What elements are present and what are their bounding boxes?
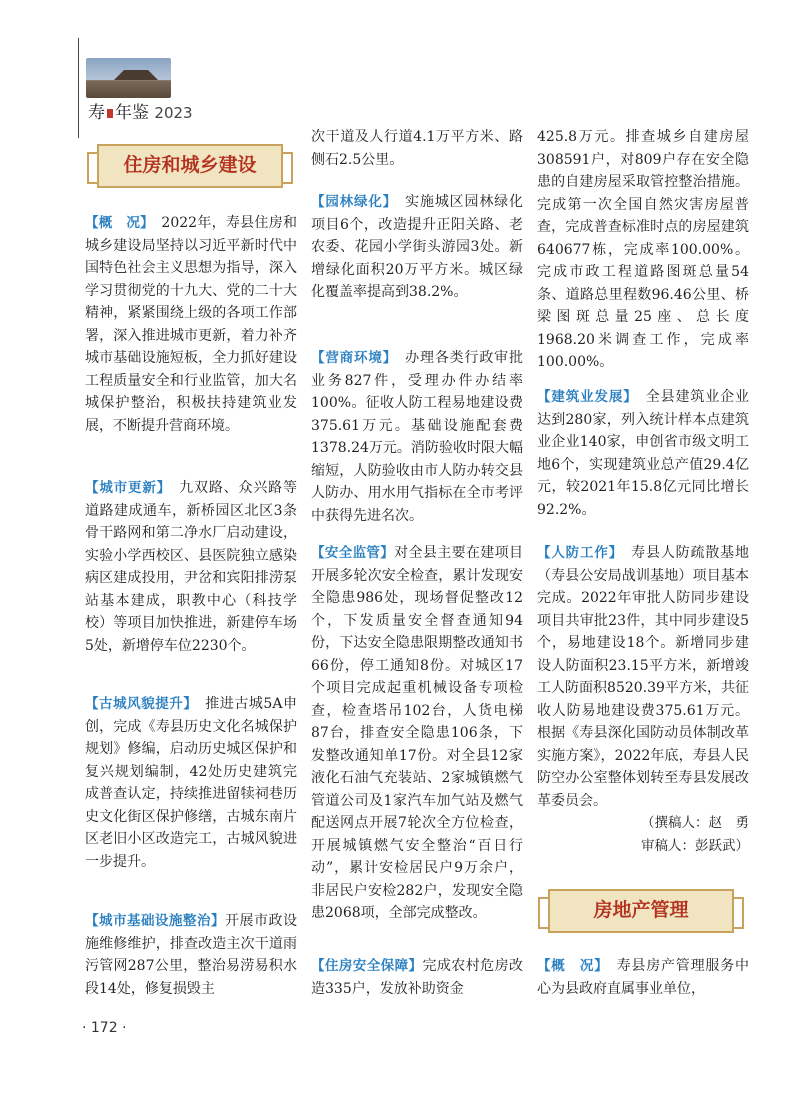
paragraph-construction — [537, 386, 749, 521]
heading-tag: 【建筑业发展】 — [537, 389, 631, 405]
title-char: 寿 — [88, 103, 105, 123]
heading-tag: 【住房安全保障】 — [311, 958, 423, 974]
page-number: · 172 · — [82, 1020, 127, 1036]
paragraph-text: 对全县主要在建项目开展多轮次安全检查，累计发现安全隐患986处，现场督促整改12个，下发质量安全督查通知94份，下达安全隐患限期整改通知书66份，停工通知8份。对城区17个项目完成起重机械设备专项检查，检查塔吊102台，人货电梯87台，排查安全隐患106条，下发整改通知单17份。对全县12家液化石油气充装站、2家城镇燃气管道公司及1家汽车加气站及燃气配送网点开展7轮次全方位检查，开展城镇燃气安全整治“百日行动”，累计安检居民户9万余户，非居民户安检282户，发现安全隐患2068项，全部完成整改。 — [311, 545, 524, 921]
paragraph-continued — [311, 126, 523, 171]
heading-tag: 【城市更新】 — [85, 480, 165, 496]
reviewer-line: 审稿人：彭跃武） — [641, 837, 749, 854]
paragraph-continued — [537, 126, 749, 374]
section-banner-housing: 住房和城乡建设 — [97, 144, 283, 188]
heading-tag: 【概 况】 — [85, 215, 148, 231]
column-1-block-4 — [85, 910, 297, 1000]
column-3-block-3 — [537, 542, 749, 857]
paragraph-infrastructure — [85, 910, 297, 1000]
seal-icon — [107, 109, 113, 118]
column-1 — [85, 212, 297, 437]
heading-tag: 【营商环境】 — [311, 350, 391, 366]
paragraph-text: 425.8万元。排查城乡自建房屋308591户，对809户存在安全隐患的自建房屋采取管控整治措施。完成第一次全国自然灾害房屋普查，完成普查标准时点的房屋建筑640677栋，完成率100.00%。完成市政工程道路图斑总量54条、道路总里程数96.46公里、桥梁图斑总量25座、总长度1968.20米调查工作，完成率100.00%。 — [537, 129, 749, 370]
paragraph-text: 实施城区园林绿化项目6个，改造提升正阳关路、老农委、花园小学街头游园3处。新增绿化面积20万平方米。城区绿化覆盖率提高到38.2%。 — [311, 194, 524, 300]
column-2-block-3 — [311, 347, 523, 527]
paragraph-civil-defense — [537, 542, 749, 812]
heading-tag: 【人防工作】 — [537, 545, 617, 561]
author-credit — [537, 812, 749, 835]
column-3-block-2 — [537, 386, 749, 521]
section-banner-realestate: 房地产管理 — [548, 889, 734, 933]
paragraph-text: 次干道及人行道4.1万平方米、路侧石2.5公里。 — [311, 129, 523, 168]
author-line: （撰稿人：赵 勇 — [641, 815, 749, 831]
column-3 — [537, 126, 749, 374]
paragraph-text: 全县建筑业企业达到280家，列入统计样本点建筑业企业140家，申创省市级文明工地6个，实现建筑业总产值29.4亿元，较2021年15.8亿元同比增长92.2%。 — [537, 389, 749, 518]
paragraph-text: 寿县人防疏散基地（寿县公安局战训基地）项目基本完成。2022年审批人防同步建设项目共审批23件，其中同步建设5个，易地建设18个。新增同步建设人防面积23.15平方米，新增竣工人防面积8520.39平方米，共征收人防易地建设费375.61万元。根据《寿县深化国防动员体制改革实施方案》，2022年底，寿县人民防空办公室整体划转至寿县发展改革委员会。 — [537, 545, 750, 809]
column-2-block-2 — [311, 191, 523, 304]
reviewer-credit — [537, 835, 749, 858]
heading-tag: 【园林绿化】 — [311, 194, 391, 210]
column-2-block-5 — [311, 955, 523, 1000]
header-rule — [78, 38, 79, 138]
paragraph-text: 九双路、众兴路等道路建成通车，新桥园区北区3条骨干路网和第二净水厂启动建设，实验小学西校区、县医院独立感染病区建成投用，尹岔和宾阳排涝泵站基本建成，职教中心（科技学校）等项目加快推进，新建停车场5处，新增停车位2230个。 — [85, 480, 298, 654]
header-city-gate-image — [86, 58, 171, 98]
paragraph-safety — [311, 542, 523, 925]
yearbook-title — [88, 98, 193, 123]
title-word: 年鉴 — [115, 103, 149, 123]
column-3-block-4 — [537, 955, 749, 1000]
running-header — [78, 58, 193, 123]
paragraph-text: 2022年，寿县住房和城乡建设局坚持以习近平新时代中国特色社会主义思想为指导，深入学习贯彻党的十九大、党的二十大精神，紧紧围绕上级的各项工作部署，深入推进城市更新，着力补齐城市基础设施短板，全力抓好建设工程质量安全和行业监管，加大名城保护整治，积极扶持建筑业发展，不断提升营商环境。 — [85, 215, 297, 434]
column-2 — [311, 126, 523, 171]
paragraph-text: 办理各类行政审批业务827件，受理办件办结率100%。征收人防工程易地建设费375.61万元。基础设施配套费1378.24万元。消防验收时限大幅缩短，人防验收由市人防办转交县人防办、用水用气指标在全市考评中获得先进名次。 — [311, 350, 524, 524]
paragraph-urban-renewal — [85, 477, 297, 657]
column-1-block-3 — [85, 693, 297, 873]
paragraph-realestate-overview — [537, 955, 749, 1000]
column-1-block-2 — [85, 477, 297, 657]
column-2-block-4 — [311, 542, 523, 925]
heading-tag: 【安全监管】 — [311, 545, 395, 561]
heading-tag: 【古城风貌提升】 — [85, 696, 191, 712]
paragraph-overview — [85, 212, 297, 437]
heading-tag: 【城市基础设施整治】 — [85, 913, 225, 929]
paragraph-business-env — [311, 347, 523, 527]
paragraph-old-town — [85, 693, 297, 873]
title-year: 2023 — [154, 104, 193, 122]
paragraph-text: 寿县房产管理服务中心为县政府直属事业单位， — [537, 958, 750, 997]
paragraph-text: 开展市政设施维修维护，排查改造主次干道雨污管网287公里，整治易涝易积水段14处，修复损毁主 — [85, 913, 297, 997]
paragraph-housing-security — [311, 955, 523, 1000]
paragraph-text: 完成农村危房改造335户，发放补助资金 — [311, 958, 524, 997]
paragraph-landscaping — [311, 191, 523, 304]
heading-tag: 【概 况】 — [537, 958, 602, 974]
paragraph-text: 推进古城5A申创，完成《寿县历史文化名城保护规划》修编，启动历史城区保护和复兴规划编制，42处历史建筑完成普查认定，持续推进留犊祠巷历史文化街区保护修缮，古城东南片区老旧小区改造完工，古城风貌进一步提升。 — [85, 696, 297, 870]
